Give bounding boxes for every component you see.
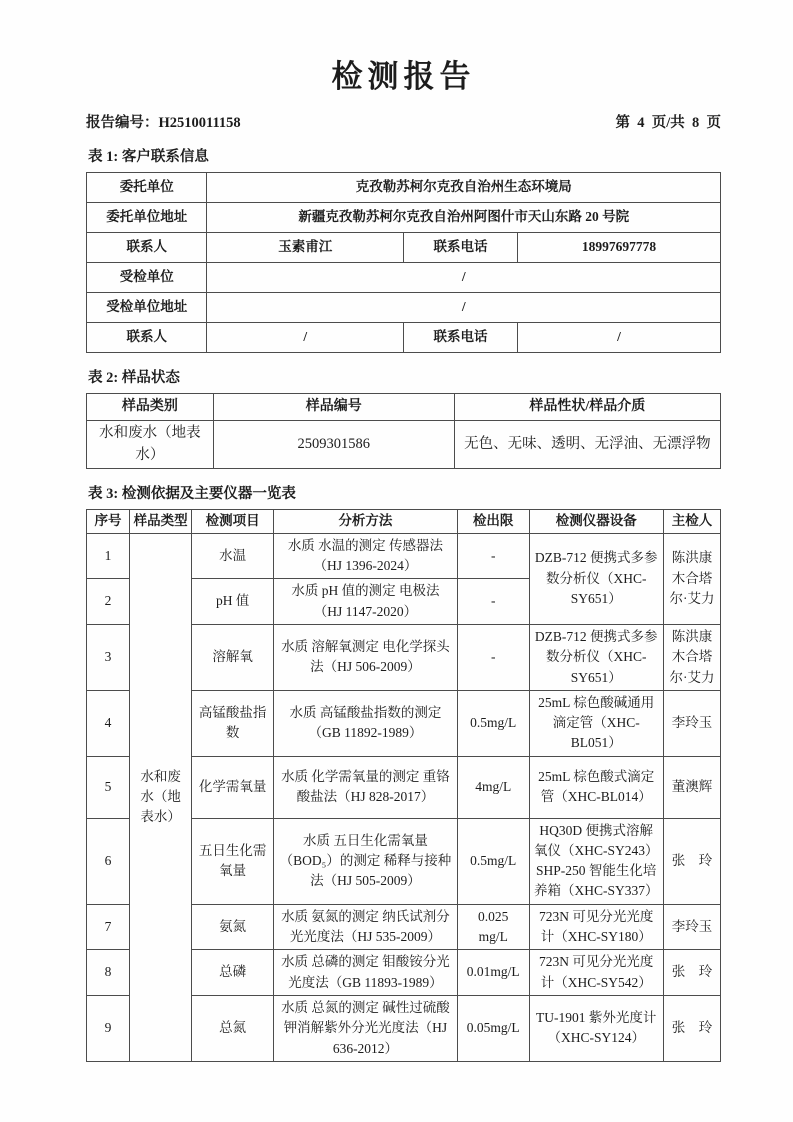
t3-inspector: 李玲玉 xyxy=(663,904,720,950)
t3-header-sample-type: 样品类型 xyxy=(130,510,192,533)
t3-item: 水温 xyxy=(192,533,274,579)
t3-no: 3 xyxy=(87,625,130,691)
t3-method: 水质 高锰酸盐指数的测定（GB 11892-1989） xyxy=(274,690,458,756)
t3-sample-type: 水和废水（地表水） xyxy=(130,533,192,1061)
table3-caption: 表 3: 检测依据及主要仪器一览表 xyxy=(88,486,296,503)
t1-label-contact: 联系人 xyxy=(87,232,207,262)
table-row xyxy=(87,172,721,202)
table2-caption: 表 2: 样品状态 xyxy=(88,369,180,386)
method-instrument-table xyxy=(86,509,721,1062)
t3-limit: 4mg/L xyxy=(457,756,529,818)
table-row xyxy=(87,262,721,292)
t1-label-phone2: 联系电话 xyxy=(403,322,517,352)
t3-instrument: 25mL 棕色酸式滴定管（XHC-BL014） xyxy=(529,756,663,818)
table-row xyxy=(87,292,721,322)
t3-method: 水质 氨氮的测定 纳氏试剂分光光度法（HJ 535-2009） xyxy=(274,904,458,950)
t1-label-phone: 联系电话 xyxy=(403,232,517,262)
t3-instrument: TU-1901 紫外光度计（XHC-SY124） xyxy=(529,996,663,1062)
t3-limit: 0.05mg/L xyxy=(457,996,529,1062)
t3-limit: - xyxy=(457,533,529,579)
report-number-value: H2510011158 xyxy=(158,114,241,131)
table1-caption: 表 1: 客户联系信息 xyxy=(88,148,209,165)
t3-limit: 0.01mg/L xyxy=(457,950,529,996)
t3-method: 水质 五日生化需氧量（BOD₅）的测定 稀释与接种法（HJ 505-2009） xyxy=(274,818,458,904)
t3-method: 水质 总氮的测定 碱性过硫酸钾消解紫外分光光度法（HJ 636-2012） xyxy=(274,996,458,1062)
t1-value-entrust-address: 新疆克孜勒苏柯尔克孜自治州阿图什市天山东路 20 号院 xyxy=(207,202,721,232)
t1-value-contact2: / xyxy=(207,322,404,352)
t3-header-limit: 检出限 xyxy=(457,510,529,533)
t3-item: 化学需氧量 xyxy=(192,756,274,818)
t3-item: 溶解氧 xyxy=(192,625,274,691)
t2-header-sample-no: 样品编号 xyxy=(213,393,454,420)
t1-label-contact2: 联系人 xyxy=(87,322,207,352)
page-indicator: 第 4 页/共 8 页 xyxy=(615,114,721,131)
table-row xyxy=(87,232,721,262)
t3-no: 5 xyxy=(87,756,130,818)
t3-item: 高锰酸盐指数 xyxy=(192,690,274,756)
t1-label-inspected-unit: 受检单位 xyxy=(87,262,207,292)
table-row xyxy=(87,420,721,469)
t3-inspector: 陈洪康木合塔尔·艾力 xyxy=(663,625,720,691)
t1-value-contact: 玉素甫江 xyxy=(207,232,404,262)
t3-limit: 0.5mg/L xyxy=(457,818,529,904)
t1-value-inspected-address: / xyxy=(207,292,721,322)
table-row xyxy=(87,322,721,352)
t3-no: 2 xyxy=(87,579,130,625)
t3-inspector: 张 玲 xyxy=(663,950,720,996)
t3-instrument: DZB-712 便携式多参数分析仪（XHC-SY651） xyxy=(529,625,663,691)
report-number-label: 报告编号： xyxy=(86,114,159,131)
t3-instrument: 25mL 棕色酸碱通用滴定管（XHC-BL051） xyxy=(529,690,663,756)
t3-instrument: HQ30D 便携式溶解氧仪（XHC-SY243）SHP-250 智能生化培养箱（XHC-SY337） xyxy=(529,818,663,904)
t1-value-phone2: / xyxy=(518,322,721,352)
table-header-row xyxy=(87,510,721,533)
t3-no: 1 xyxy=(87,533,130,579)
t3-no: 6 xyxy=(87,818,130,904)
sample-status-table xyxy=(86,393,721,470)
t3-method: 水质 溶解氧测定 电化学探头法（HJ 506-2009） xyxy=(274,625,458,691)
t3-instrument: 723N 可见分光光度计（XHC-SY180） xyxy=(529,904,663,950)
t3-no: 8 xyxy=(87,950,130,996)
t3-inspector: 张 玲 xyxy=(663,996,720,1062)
report-meta xyxy=(86,111,721,132)
t3-method: 水质 水温的测定 传感器法（HJ 1396-2024） xyxy=(274,533,458,579)
t3-inspector: 陈洪康木合塔尔·艾力 xyxy=(663,533,720,625)
t3-instrument: DZB-712 便携式多参数分析仪（XHC-SY651） xyxy=(529,533,663,625)
t2-value-character: 无色、无味、透明、无浮油、无漂浮物 xyxy=(454,420,720,469)
t2-value-sample-no: 2509301586 xyxy=(213,420,454,469)
t3-limit: 0.025 mg/L xyxy=(457,904,529,950)
t1-value-phone: 18997697778 xyxy=(518,232,721,262)
t2-header-category: 样品类别 xyxy=(87,393,214,420)
t3-item: 总氮 xyxy=(192,996,274,1062)
t3-instrument: 723N 可见分光光度计（XHC-SY542） xyxy=(529,950,663,996)
t3-item: 氨氮 xyxy=(192,904,274,950)
t3-limit: - xyxy=(457,625,529,691)
t1-value-inspected-unit: / xyxy=(207,262,721,292)
t3-item: 总磷 xyxy=(192,950,274,996)
t3-no: 4 xyxy=(87,690,130,756)
t3-inspector: 李玲玉 xyxy=(663,690,720,756)
t3-header-inspector: 主检人 xyxy=(663,510,720,533)
t3-limit: - xyxy=(457,579,529,625)
t3-no: 9 xyxy=(87,996,130,1062)
t3-limit: 0.5mg/L xyxy=(457,690,529,756)
t3-method: 水质 化学需氧量的测定 重铬酸盐法（HJ 828-2017） xyxy=(274,756,458,818)
t3-inspector: 张 玲 xyxy=(663,818,720,904)
t3-header-no: 序号 xyxy=(87,510,130,533)
report-number xyxy=(86,111,241,132)
t1-label-inspected-address: 受检单位地址 xyxy=(87,292,207,322)
table-header-row xyxy=(87,393,721,420)
page-title: 检测报告 xyxy=(331,59,476,94)
t3-no: 7 xyxy=(87,904,130,950)
t1-value-entrust-unit: 克孜勒苏柯尔克孜自治州生态环境局 xyxy=(207,172,721,202)
t3-method: 水质 总磷的测定 钼酸铵分光光度法（GB 11893-1989） xyxy=(274,950,458,996)
t3-inspector: 董澳辉 xyxy=(663,756,720,818)
t2-header-character: 样品性状/样品介质 xyxy=(454,393,720,420)
t1-label-entrust-unit: 委托单位 xyxy=(87,172,207,202)
t1-label-entrust-address: 委托单位地址 xyxy=(87,202,207,232)
t3-header-method: 分析方法 xyxy=(274,510,458,533)
t2-value-category: 水和废水（地表水） xyxy=(87,420,214,469)
customer-info-table xyxy=(86,172,721,353)
t3-header-item: 检测项目 xyxy=(192,510,274,533)
table-row xyxy=(87,202,721,232)
t3-item: pH 值 xyxy=(192,579,274,625)
t3-header-instrument: 检测仪器设备 xyxy=(529,510,663,533)
t3-method: 水质 pH 值的测定 电极法（HJ 1147-2020） xyxy=(274,579,458,625)
table-row xyxy=(87,533,721,579)
t3-item: 五日生化需氧量 xyxy=(192,818,274,904)
